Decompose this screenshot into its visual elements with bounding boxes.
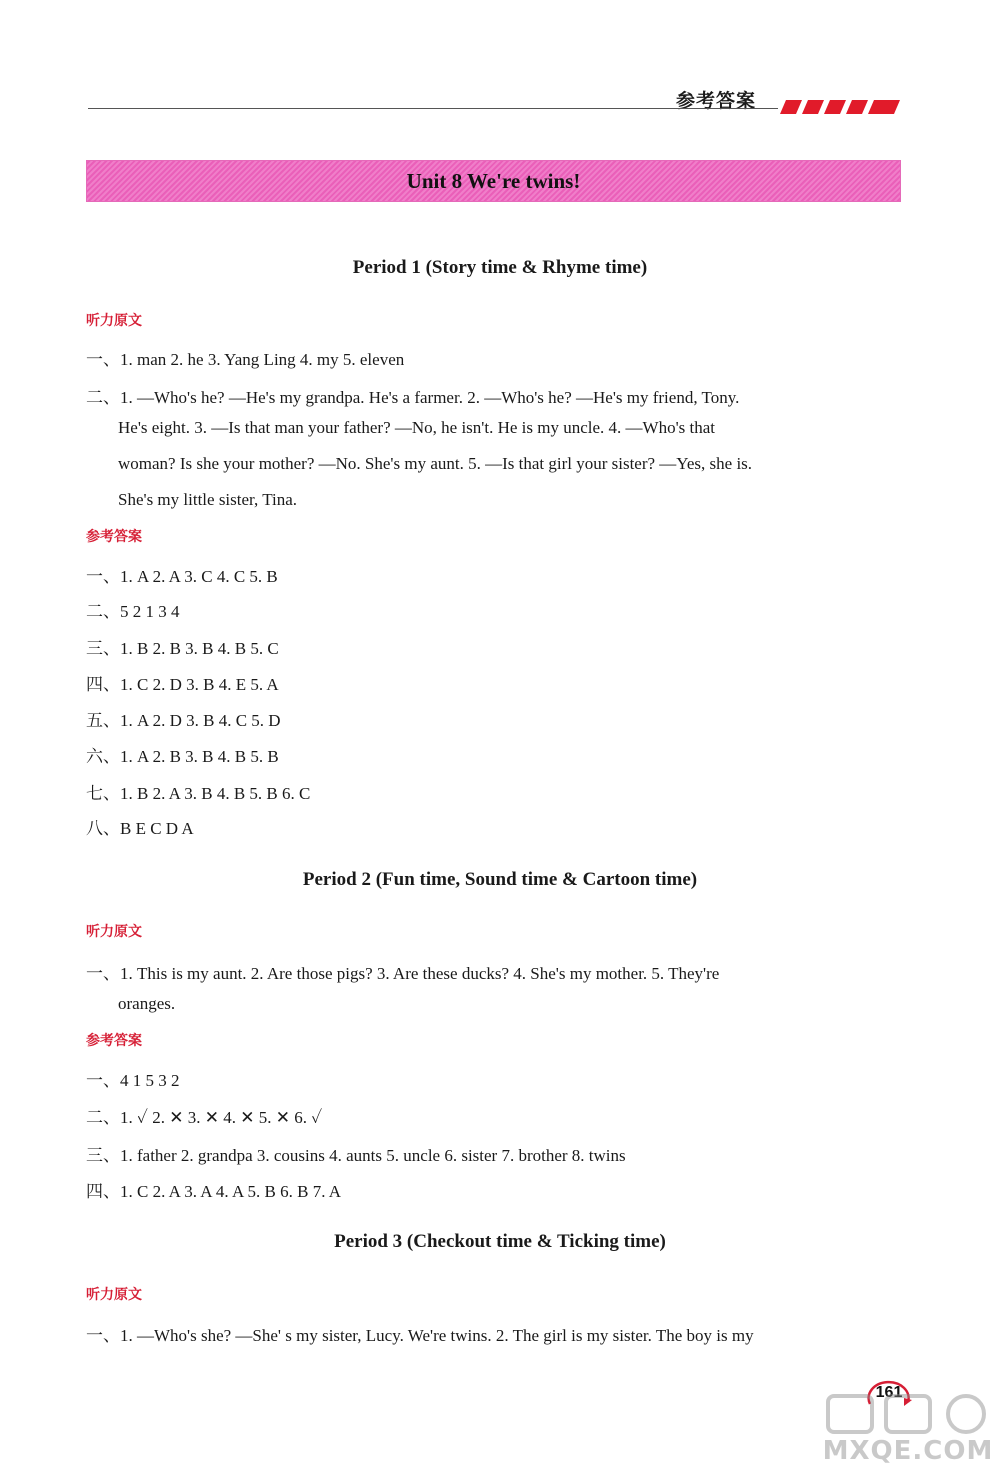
watermark-text: MXQE.COM xyxy=(822,1436,994,1466)
p2-answer-row: 三、1. father 2. grandpa 3. cousins 4. aunts 5. uncle 6. sister 7. brother 8. twins xyxy=(86,1146,626,1165)
header-rule xyxy=(88,108,778,109)
p1-listening-line-1: 一、1. man 2. he 3. Yang Ling 4. my 5. eleven xyxy=(86,350,405,369)
header-stripes-decoration xyxy=(780,100,900,114)
p2-answer-row: 四、1. C 2. A 3. A 4. A 5. B 6. B 7. A xyxy=(86,1182,342,1201)
p1-listening-line-4: woman? Is she your mother? —No. She's my aunt. 5. —Is that girl your sister? —Yes, she is. xyxy=(118,454,753,473)
p1-answer-row: 五、1. A 2. D 3. B 4. C 5. D xyxy=(86,711,281,730)
p1-listening-line-2: 二、1. —Who's he? —He's my grandpa. He's a farmer. 2. —Who's he? —He's my friend, Tony. xyxy=(86,388,740,407)
watermark-logo-icon xyxy=(818,1392,998,1436)
p1-listening-label: 听力原文 xyxy=(86,313,142,329)
period-1-title: Period 1 (Story time & Rhyme time) xyxy=(352,257,648,278)
p1-answer-row: 八、B E C D A xyxy=(86,819,194,838)
p1-answer-row: 二、5 2 1 3 4 xyxy=(86,602,180,621)
p3-listening-line-1: 一、1. —Who's she? —She' s my sister, Lucy. We're twins. 2. The girl is my sister. The boy is my xyxy=(86,1326,754,1345)
p2-listening-line-1: 一、1. This is my aunt. 2. Are those pigs? 3. Are these ducks? 4. She's my mother. 5. They're xyxy=(86,964,720,983)
p1-listening-line-5: She's my little sister, Tina. xyxy=(118,490,298,509)
unit-title: Unit 8 We're twins! xyxy=(406,169,581,193)
header-title: 参考答案 xyxy=(676,90,757,112)
p2-answer-row: 二、1. ✓ 2. ✕ 3. ✕ 4. ✕ 5. ✕ 6. ✓ xyxy=(86,1108,323,1127)
p2-answer-row: 一、4 1 5 3 2 xyxy=(86,1071,180,1090)
page-number: 161 xyxy=(875,1384,903,1401)
p3-listening-label: 听力原文 xyxy=(86,1287,142,1303)
unit-banner xyxy=(86,160,901,202)
p1-answer-row: 四、1. C 2. D 3. B 4. E 5. A xyxy=(86,675,279,694)
p2-answers-label: 参考答案 xyxy=(86,1033,142,1049)
p2-listening-label: 听力原文 xyxy=(86,924,142,940)
p1-listening-line-3: He's eight. 3. —Is that man your father? —No, he isn't. He is my uncle. 4. —Who's that xyxy=(118,418,715,437)
p1-answer-row: 一、1. A 2. A 3. C 4. C 5. B xyxy=(86,567,278,586)
period-2-title: Period 2 (Fun time, Sound time & Cartoon time) xyxy=(302,869,698,890)
p1-answers-label: 参考答案 xyxy=(86,529,142,545)
p2-listening-line-2: oranges. xyxy=(118,994,176,1013)
p1-answer-row: 六、1. A 2. B 3. B 4. B 5. B xyxy=(86,747,279,766)
period-3-title: Period 3 (Checkout time & Ticking time) xyxy=(334,1231,666,1252)
watermark xyxy=(818,1392,998,1478)
p1-answer-row: 三、1. B 2. B 3. B 4. B 5. C xyxy=(86,639,279,658)
p1-answer-row: 七、1. B 2. A 3. B 4. B 5. B 6. C xyxy=(86,784,311,803)
